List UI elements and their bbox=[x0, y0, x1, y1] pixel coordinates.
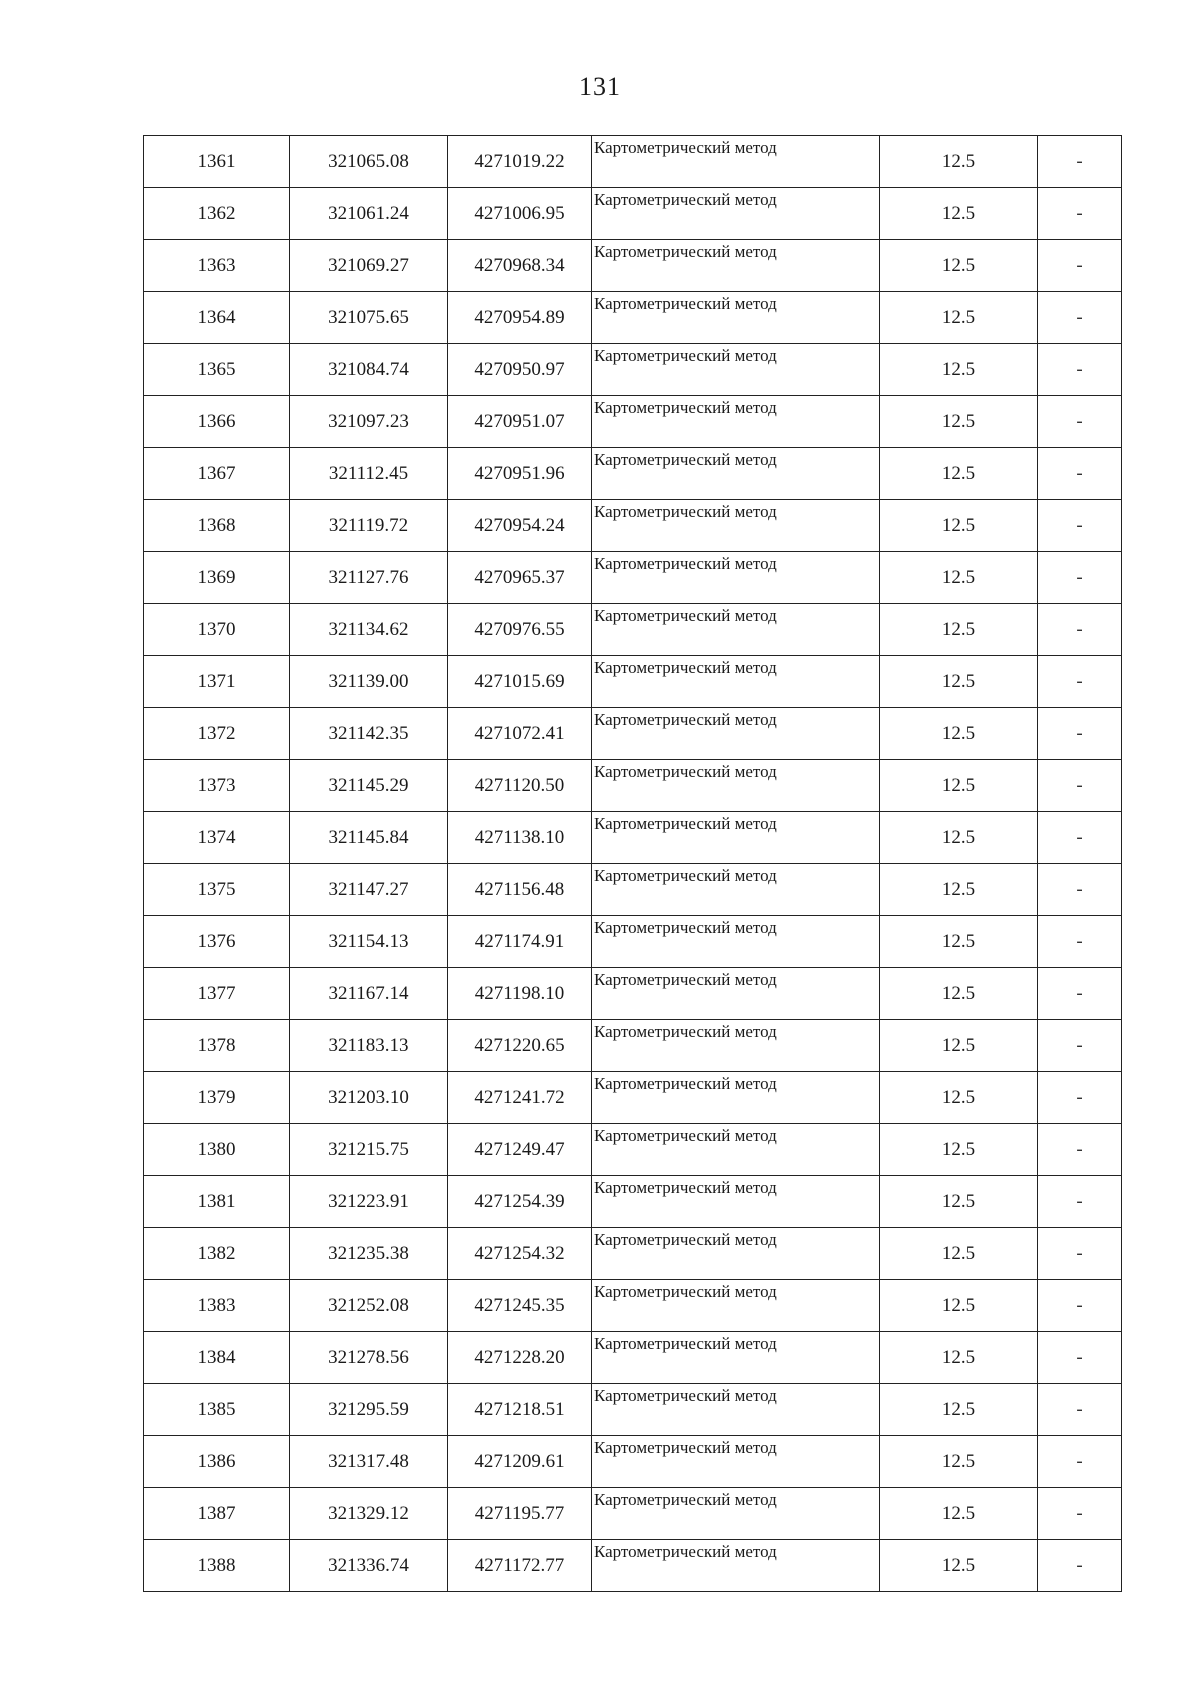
cell-y-coordinate: 4271198.10 bbox=[448, 968, 592, 1020]
cell-point-number: 1370 bbox=[144, 604, 290, 656]
cell-point-number: 1371 bbox=[144, 656, 290, 708]
cell-note: - bbox=[1038, 1540, 1122, 1592]
cell-method: Картометрический метод bbox=[592, 1228, 880, 1280]
cell-accuracy: 12.5 bbox=[880, 1488, 1038, 1540]
cell-x-coordinate: 321145.84 bbox=[290, 812, 448, 864]
cell-x-coordinate: 321061.24 bbox=[290, 188, 448, 240]
table-row bbox=[144, 1072, 1122, 1124]
table-row bbox=[144, 500, 1122, 552]
cell-method: Картометрический метод bbox=[592, 448, 880, 500]
cell-point-number: 1376 bbox=[144, 916, 290, 968]
cell-accuracy: 12.5 bbox=[880, 448, 1038, 500]
cell-note: - bbox=[1038, 1436, 1122, 1488]
cell-accuracy: 12.5 bbox=[880, 1436, 1038, 1488]
table-row bbox=[144, 1436, 1122, 1488]
cell-note: - bbox=[1038, 500, 1122, 552]
page-number: 131 bbox=[579, 72, 621, 101]
cell-point-number: 1372 bbox=[144, 708, 290, 760]
cell-accuracy: 12.5 bbox=[880, 396, 1038, 448]
table-row bbox=[144, 1280, 1122, 1332]
cell-note: - bbox=[1038, 1124, 1122, 1176]
cell-x-coordinate: 321167.14 bbox=[290, 968, 448, 1020]
table-row bbox=[144, 1176, 1122, 1228]
cell-y-coordinate: 4271195.77 bbox=[448, 1488, 592, 1540]
cell-note: - bbox=[1038, 552, 1122, 604]
cell-x-coordinate: 321127.76 bbox=[290, 552, 448, 604]
cell-y-coordinate: 4271174.91 bbox=[448, 916, 592, 968]
cell-accuracy: 12.5 bbox=[880, 136, 1038, 188]
cell-point-number: 1381 bbox=[144, 1176, 290, 1228]
table-row bbox=[144, 656, 1122, 708]
cell-accuracy: 12.5 bbox=[880, 240, 1038, 292]
cell-note: - bbox=[1038, 448, 1122, 500]
cell-point-number: 1383 bbox=[144, 1280, 290, 1332]
table-row bbox=[144, 968, 1122, 1020]
table-row bbox=[144, 188, 1122, 240]
cell-y-coordinate: 4271254.32 bbox=[448, 1228, 592, 1280]
cell-note: - bbox=[1038, 1020, 1122, 1072]
cell-method: Картометрический метод bbox=[592, 240, 880, 292]
cell-accuracy: 12.5 bbox=[880, 552, 1038, 604]
cell-accuracy: 12.5 bbox=[880, 1072, 1038, 1124]
cell-note: - bbox=[1038, 188, 1122, 240]
cell-accuracy: 12.5 bbox=[880, 1280, 1038, 1332]
cell-accuracy: 12.5 bbox=[880, 292, 1038, 344]
cell-point-number: 1365 bbox=[144, 344, 290, 396]
cell-y-coordinate: 4271209.61 bbox=[448, 1436, 592, 1488]
cell-x-coordinate: 321183.13 bbox=[290, 1020, 448, 1072]
cell-accuracy: 12.5 bbox=[880, 656, 1038, 708]
cell-point-number: 1380 bbox=[144, 1124, 290, 1176]
cell-method: Картометрический метод bbox=[592, 812, 880, 864]
table-row bbox=[144, 1384, 1122, 1436]
cell-y-coordinate: 4271245.35 bbox=[448, 1280, 592, 1332]
table-row bbox=[144, 292, 1122, 344]
cell-x-coordinate: 321215.75 bbox=[290, 1124, 448, 1176]
cell-y-coordinate: 4271254.39 bbox=[448, 1176, 592, 1228]
cell-note: - bbox=[1038, 968, 1122, 1020]
cell-point-number: 1363 bbox=[144, 240, 290, 292]
table-row bbox=[144, 1124, 1122, 1176]
cell-x-coordinate: 321065.08 bbox=[290, 136, 448, 188]
table-row bbox=[144, 136, 1122, 188]
cell-note: - bbox=[1038, 760, 1122, 812]
cell-x-coordinate: 321145.29 bbox=[290, 760, 448, 812]
cell-accuracy: 12.5 bbox=[880, 500, 1038, 552]
cell-method: Картометрический метод bbox=[592, 136, 880, 188]
cell-method: Картометрический метод bbox=[592, 1176, 880, 1228]
cell-y-coordinate: 4271218.51 bbox=[448, 1384, 592, 1436]
cell-x-coordinate: 321147.27 bbox=[290, 864, 448, 916]
cell-accuracy: 12.5 bbox=[880, 1540, 1038, 1592]
cell-method: Картометрический метод bbox=[592, 500, 880, 552]
cell-x-coordinate: 321139.00 bbox=[290, 656, 448, 708]
table-row bbox=[144, 812, 1122, 864]
cell-note: - bbox=[1038, 136, 1122, 188]
coordinates-table-body bbox=[144, 136, 1122, 1592]
cell-point-number: 1382 bbox=[144, 1228, 290, 1280]
cell-method: Картометрический метод bbox=[592, 656, 880, 708]
cell-accuracy: 12.5 bbox=[880, 604, 1038, 656]
cell-x-coordinate: 321142.35 bbox=[290, 708, 448, 760]
cell-y-coordinate: 4270950.97 bbox=[448, 344, 592, 396]
cell-method: Картометрический метод bbox=[592, 292, 880, 344]
table-row bbox=[144, 1540, 1122, 1592]
cell-method: Картометрический метод bbox=[592, 552, 880, 604]
cell-point-number: 1367 bbox=[144, 448, 290, 500]
cell-note: - bbox=[1038, 1228, 1122, 1280]
table-row bbox=[144, 396, 1122, 448]
table-row bbox=[144, 552, 1122, 604]
table-row bbox=[144, 240, 1122, 292]
table-row bbox=[144, 708, 1122, 760]
cell-note: - bbox=[1038, 344, 1122, 396]
cell-method: Картометрический метод bbox=[592, 760, 880, 812]
cell-method: Картометрический метод bbox=[592, 708, 880, 760]
cell-y-coordinate: 4271006.95 bbox=[448, 188, 592, 240]
cell-method: Картометрический метод bbox=[592, 1488, 880, 1540]
cell-note: - bbox=[1038, 1384, 1122, 1436]
cell-point-number: 1362 bbox=[144, 188, 290, 240]
cell-note: - bbox=[1038, 240, 1122, 292]
cell-point-number: 1387 bbox=[144, 1488, 290, 1540]
cell-method: Картометрический метод bbox=[592, 1332, 880, 1384]
cell-y-coordinate: 4271019.22 bbox=[448, 136, 592, 188]
table-row bbox=[144, 448, 1122, 500]
cell-note: - bbox=[1038, 396, 1122, 448]
table-row bbox=[144, 344, 1122, 396]
cell-y-coordinate: 4271120.50 bbox=[448, 760, 592, 812]
table-row bbox=[144, 760, 1122, 812]
cell-accuracy: 12.5 bbox=[880, 1020, 1038, 1072]
cell-y-coordinate: 4270954.89 bbox=[448, 292, 592, 344]
cell-x-coordinate: 321203.10 bbox=[290, 1072, 448, 1124]
cell-accuracy: 12.5 bbox=[880, 760, 1038, 812]
cell-method: Картометрический метод bbox=[592, 344, 880, 396]
cell-x-coordinate: 321069.27 bbox=[290, 240, 448, 292]
cell-point-number: 1378 bbox=[144, 1020, 290, 1072]
cell-y-coordinate: 4271072.41 bbox=[448, 708, 592, 760]
cell-point-number: 1374 bbox=[144, 812, 290, 864]
cell-method: Картометрический метод bbox=[592, 604, 880, 656]
cell-y-coordinate: 4270951.96 bbox=[448, 448, 592, 500]
cell-note: - bbox=[1038, 1488, 1122, 1540]
table-row bbox=[144, 604, 1122, 656]
cell-accuracy: 12.5 bbox=[880, 812, 1038, 864]
cell-point-number: 1377 bbox=[144, 968, 290, 1020]
cell-x-coordinate: 321097.23 bbox=[290, 396, 448, 448]
cell-accuracy: 12.5 bbox=[880, 916, 1038, 968]
cell-y-coordinate: 4271220.65 bbox=[448, 1020, 592, 1072]
cell-note: - bbox=[1038, 812, 1122, 864]
cell-x-coordinate: 321295.59 bbox=[290, 1384, 448, 1436]
cell-accuracy: 12.5 bbox=[880, 708, 1038, 760]
cell-accuracy: 12.5 bbox=[880, 344, 1038, 396]
cell-method: Картометрический метод bbox=[592, 188, 880, 240]
cell-accuracy: 12.5 bbox=[880, 1124, 1038, 1176]
table-row bbox=[144, 1020, 1122, 1072]
cell-method: Картометрический метод bbox=[592, 968, 880, 1020]
cell-y-coordinate: 4271241.72 bbox=[448, 1072, 592, 1124]
cell-note: - bbox=[1038, 1176, 1122, 1228]
cell-point-number: 1386 bbox=[144, 1436, 290, 1488]
cell-point-number: 1388 bbox=[144, 1540, 290, 1592]
cell-accuracy: 12.5 bbox=[880, 1228, 1038, 1280]
cell-y-coordinate: 4270965.37 bbox=[448, 552, 592, 604]
cell-x-coordinate: 321119.72 bbox=[290, 500, 448, 552]
cell-method: Картометрический метод bbox=[592, 396, 880, 448]
cell-note: - bbox=[1038, 604, 1122, 656]
cell-note: - bbox=[1038, 1332, 1122, 1384]
table-row bbox=[144, 864, 1122, 916]
cell-x-coordinate: 321084.74 bbox=[290, 344, 448, 396]
cell-note: - bbox=[1038, 916, 1122, 968]
cell-x-coordinate: 321278.56 bbox=[290, 1332, 448, 1384]
cell-note: - bbox=[1038, 1072, 1122, 1124]
cell-note: - bbox=[1038, 864, 1122, 916]
cell-point-number: 1385 bbox=[144, 1384, 290, 1436]
cell-y-coordinate: 4271015.69 bbox=[448, 656, 592, 708]
cell-point-number: 1379 bbox=[144, 1072, 290, 1124]
cell-method: Картометрический метод bbox=[592, 916, 880, 968]
coordinates-table bbox=[143, 135, 1122, 1592]
cell-point-number: 1368 bbox=[144, 500, 290, 552]
cell-y-coordinate: 4271228.20 bbox=[448, 1332, 592, 1384]
cell-x-coordinate: 321112.45 bbox=[290, 448, 448, 500]
cell-method: Картометрический метод bbox=[592, 1540, 880, 1592]
cell-y-coordinate: 4271172.77 bbox=[448, 1540, 592, 1592]
cell-point-number: 1364 bbox=[144, 292, 290, 344]
cell-method: Картометрический метод bbox=[592, 1072, 880, 1124]
cell-accuracy: 12.5 bbox=[880, 968, 1038, 1020]
cell-method: Картометрический метод bbox=[592, 1020, 880, 1072]
cell-accuracy: 12.5 bbox=[880, 1176, 1038, 1228]
cell-x-coordinate: 321317.48 bbox=[290, 1436, 448, 1488]
cell-y-coordinate: 4270951.07 bbox=[448, 396, 592, 448]
cell-x-coordinate: 321075.65 bbox=[290, 292, 448, 344]
cell-accuracy: 12.5 bbox=[880, 1384, 1038, 1436]
cell-note: - bbox=[1038, 656, 1122, 708]
cell-point-number: 1375 bbox=[144, 864, 290, 916]
cell-y-coordinate: 4271138.10 bbox=[448, 812, 592, 864]
cell-accuracy: 12.5 bbox=[880, 864, 1038, 916]
cell-y-coordinate: 4271249.47 bbox=[448, 1124, 592, 1176]
cell-y-coordinate: 4270976.55 bbox=[448, 604, 592, 656]
cell-method: Картометрический метод bbox=[592, 1124, 880, 1176]
cell-x-coordinate: 321154.13 bbox=[290, 916, 448, 968]
cell-point-number: 1366 bbox=[144, 396, 290, 448]
cell-point-number: 1384 bbox=[144, 1332, 290, 1384]
cell-point-number: 1373 bbox=[144, 760, 290, 812]
table-row bbox=[144, 916, 1122, 968]
cell-y-coordinate: 4270954.24 bbox=[448, 500, 592, 552]
cell-accuracy: 12.5 bbox=[880, 188, 1038, 240]
cell-accuracy: 12.5 bbox=[880, 1332, 1038, 1384]
cell-method: Картометрический метод bbox=[592, 1280, 880, 1332]
cell-note: - bbox=[1038, 292, 1122, 344]
cell-x-coordinate: 321223.91 bbox=[290, 1176, 448, 1228]
cell-x-coordinate: 321252.08 bbox=[290, 1280, 448, 1332]
table-row bbox=[144, 1488, 1122, 1540]
cell-method: Картометрический метод bbox=[592, 864, 880, 916]
table-row bbox=[144, 1228, 1122, 1280]
cell-y-coordinate: 4271156.48 bbox=[448, 864, 592, 916]
cell-point-number: 1361 bbox=[144, 136, 290, 188]
cell-point-number: 1369 bbox=[144, 552, 290, 604]
cell-x-coordinate: 321235.38 bbox=[290, 1228, 448, 1280]
cell-note: - bbox=[1038, 708, 1122, 760]
cell-x-coordinate: 321336.74 bbox=[290, 1540, 448, 1592]
cell-method: Картометрический метод bbox=[592, 1384, 880, 1436]
cell-method: Картометрический метод bbox=[592, 1436, 880, 1488]
cell-x-coordinate: 321134.62 bbox=[290, 604, 448, 656]
table-row bbox=[144, 1332, 1122, 1384]
cell-note: - bbox=[1038, 1280, 1122, 1332]
cell-y-coordinate: 4270968.34 bbox=[448, 240, 592, 292]
cell-x-coordinate: 321329.12 bbox=[290, 1488, 448, 1540]
